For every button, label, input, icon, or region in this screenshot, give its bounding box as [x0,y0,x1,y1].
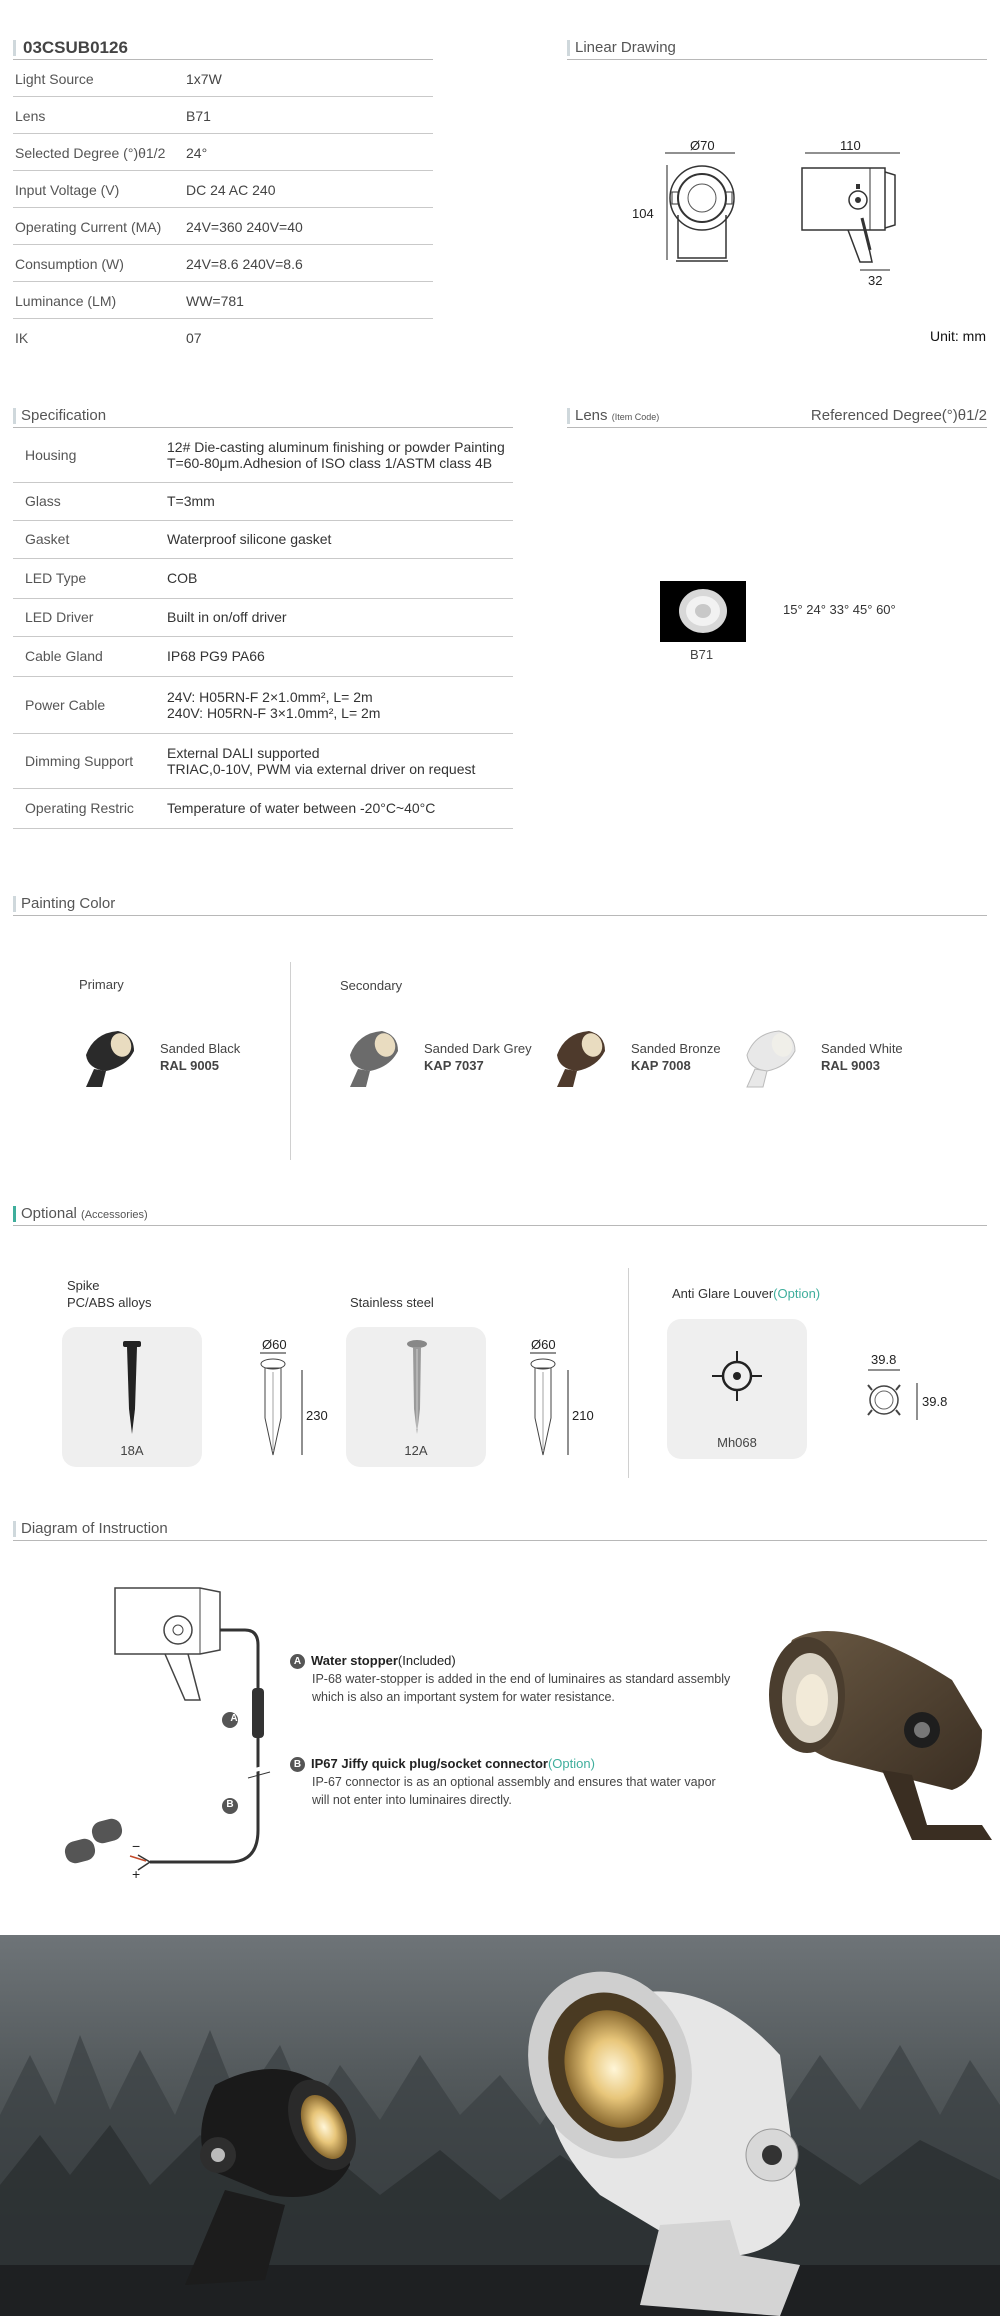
badge-a: A [290,1654,305,1669]
spike-steel-len: 210 [572,1408,594,1423]
connector-line2: will not enter into luminaires directly. [312,1793,512,1807]
spike-material: PC/ABS alloys [67,1295,152,1310]
lamp-swatch-icon [737,1025,799,1091]
optional-title [21,1205,148,1222]
param-value: WW=781 [186,293,244,309]
spec-row [13,599,513,637]
louver-title-main: Anti Glare Louver [672,1286,774,1301]
painting-color-title: Painting Color [21,895,116,912]
param-value: DC 24 AC 240 [186,182,276,198]
diagram-badge-b: B [226,1799,234,1810]
louver-option: (Option) [773,1286,821,1301]
spec-value-line2: TRIAC,0-10V, PWM via external driver on request [167,760,476,777]
spec-value-line1: 24V: H05RN-F 2×1.0mm², L= 2m [167,688,373,705]
param-value: 24V=360 240V=40 [186,219,303,235]
color-name: Sanded Black [160,1041,241,1056]
spec-label: Housing [25,446,77,463]
linear-drawing-title: Linear Drawing [575,39,676,56]
wire-plus: + [132,1866,141,1882]
unit-label: Unit: mm [930,328,986,344]
color-name: Sanded Bronze [631,1041,721,1056]
spec-row [13,483,513,521]
spec-value-line1: Waterproof silicone gasket [167,531,332,547]
color-label [160,1040,240,1074]
lens-degrees: 15° 24° 33° 45° 60° [783,602,896,617]
param-row [13,97,433,134]
spike-title: Spike [67,1278,100,1293]
water-stopper-title: Water stopper [311,1653,398,1668]
lens-item-code: B71 [690,647,714,662]
param-row [13,208,433,245]
spike-steel-icon [402,1339,432,1439]
param-label: IK [15,330,29,346]
optional-title-sub: (Accessories) [81,1209,148,1221]
color-name: Sanded White [821,1041,903,1056]
spec-value [167,800,435,816]
header-accent-bar [13,40,16,56]
specification-title: Specification [21,407,107,424]
header-accent-bar [13,408,16,424]
lamp-swatch-icon [547,1025,609,1091]
louver-height: 39.8 [922,1394,948,1409]
spike-steel-dia: Ø60 [531,1337,556,1352]
steel-title: Stainless steel [350,1295,434,1310]
param-row [13,319,433,357]
water-stopper-note: (Included) [397,1653,456,1668]
header-accent-bar [567,40,570,56]
color-code: RAL 9003 [821,1058,881,1073]
spec-row [13,789,513,829]
lens-title-main: Lens [575,407,608,424]
connector-line1: IP-67 connector is as an optional assembly and ensures that water vapor [312,1775,716,1789]
spec-value-line1: IP68 PG9 PA66 [167,648,265,664]
spec-value-line2: 240V: H05RN-F 3×1.0mm², L= 2m [167,704,381,721]
lens-header [567,406,987,428]
spec-row [13,428,513,483]
param-label: Consumption (W) [15,256,124,272]
linear-drawing [620,130,920,295]
dim-diameter: Ø70 [690,138,715,153]
spec-label: LED Type [25,570,87,586]
lens-title-sub: (Item Code) [611,412,660,422]
spec-row [13,677,513,734]
water-stopper-line1: IP-68 water-stopper is added in the end of luminaires as standard assembly [312,1672,731,1686]
spec-value-line1: COB [167,570,198,586]
param-row [13,171,433,208]
color-option [76,1025,276,1095]
spec-value [167,531,331,547]
spec-label: Dimming Support [25,752,134,769]
color-option [340,1025,540,1095]
param-row [13,245,433,282]
param-label: Input Voltage (V) [15,182,120,198]
product-code-header [13,38,433,60]
color-code: KAP 7037 [424,1058,484,1073]
spike-card [62,1327,202,1467]
spec-label: Operating Restric [25,800,134,816]
spec-label: Gasket [25,531,70,547]
spec-label: LED Driver [25,609,94,625]
spike-pc-len: 230 [306,1408,328,1423]
spec-value [167,745,475,777]
louver-drawing [860,1365,920,1425]
spike-pc-dia: Ø60 [262,1337,287,1352]
spec-row [13,559,513,599]
header-accent-bar [13,896,16,912]
param-value: 1x7W [186,71,222,87]
optional-title-main: Optional [21,1205,77,1222]
spec-label: Glass [25,493,61,509]
param-row [13,60,433,97]
linear-drawing-header [567,38,987,60]
spec-row [13,637,513,677]
lifestyle-banner [0,1935,1000,2316]
wire-minus: − [132,1838,141,1854]
color-code: RAL 9005 [160,1058,220,1073]
spec-label: Cable Gland [25,648,103,664]
color-label [821,1040,903,1074]
color-label [631,1040,721,1074]
color-label [424,1040,532,1074]
spec-value-line1: Temperature of water between -20°C~40°C [167,800,436,816]
spec-value [167,609,287,625]
param-label: Operating Current (MA) [15,219,162,235]
bronze-lamp-image [752,1610,992,1860]
spec-value [167,439,505,471]
param-row [13,134,433,171]
spec-value [167,570,197,586]
connector-note: (Option) [547,1756,595,1771]
spec-row [13,521,513,559]
primary-label: Primary [79,977,124,992]
louver-width: 39.8 [871,1352,897,1367]
connector-title-row [290,1755,760,1773]
instruction-header [13,1519,987,1541]
dim-base: 32 [868,273,883,288]
spec-value [167,648,265,664]
color-name: Sanded Dark Grey [424,1041,532,1056]
param-value: 24V=8.6 240V=8.6 [186,256,303,272]
referenced-degree-title: Referenced Degree(°)θ1/2 [810,407,987,424]
water-stopper-title-row [290,1652,760,1670]
spike-steel-drawing [528,1350,588,1460]
dim-length: 110 [840,138,861,153]
param-row [13,282,433,319]
spec-value-line1: T=3mm [167,493,215,509]
specification-header [13,406,513,428]
product-code: 03CSUB0126 [23,38,128,57]
painting-color-header [13,894,987,916]
color-option [737,1025,937,1095]
steel-card [346,1327,486,1467]
header-accent-bar [13,1206,16,1222]
lamp-swatch-icon [76,1025,138,1091]
header-accent-bar [13,1521,16,1537]
optional-header [13,1204,987,1226]
lamp-swatch-icon [340,1025,402,1091]
color-divider [290,962,291,1160]
spike-pc-drawing [258,1350,318,1460]
spike-pc-icon [117,1339,147,1439]
lens-icon [660,581,746,642]
louver-code: Mh068 [717,1435,757,1450]
wiring-diagram [60,1580,280,1890]
louver-icon [710,1349,764,1403]
water-stopper-line2: which is also an important system for water resistance. [312,1690,615,1704]
param-value: B71 [186,108,211,124]
lens-image [660,581,746,642]
spec-value [167,689,380,721]
connector-title: IP67 Jiffy quick plug/socket connector [311,1756,548,1771]
param-label: Light Source [15,71,94,87]
lens-title [575,407,659,424]
spec-value-line1: 12# Die-casting aluminum finishing or powder Painting [167,438,505,455]
param-label: Selected Degree (°)θ1/2 [15,145,166,161]
connector-block [290,1755,760,1809]
spec-row [13,734,513,789]
param-value: 24° [186,145,208,161]
spec-value-line1: External DALI supported [167,744,320,761]
secondary-label: Secondary [340,978,403,993]
dim-height: 104 [632,206,654,221]
optional-divider [628,1268,629,1478]
spike-pc-code: 18A [120,1443,144,1458]
spec-value [167,493,215,509]
louver-card [667,1319,807,1459]
param-label: Lens [15,108,46,124]
color-code: KAP 7008 [631,1058,691,1073]
spike-steel-code: 12A [404,1443,428,1458]
header-accent-bar [567,408,570,424]
badge-b: B [290,1757,305,1772]
diagram-badge-a: A [230,1713,238,1724]
spec-value-line1: Built in on/off driver [167,609,287,625]
louver-title [672,1286,820,1301]
color-option [547,1025,747,1095]
spec-label: Power Cable [25,696,106,713]
param-value: 07 [186,330,202,346]
spec-value-line2: T=60-80μm.Adhesion of ISO class 1/ASTM class 4B [167,454,493,471]
param-label: Luminance (LM) [15,293,117,309]
instruction-title: Diagram of Instruction [21,1520,168,1537]
water-stopper-block [290,1652,760,1706]
